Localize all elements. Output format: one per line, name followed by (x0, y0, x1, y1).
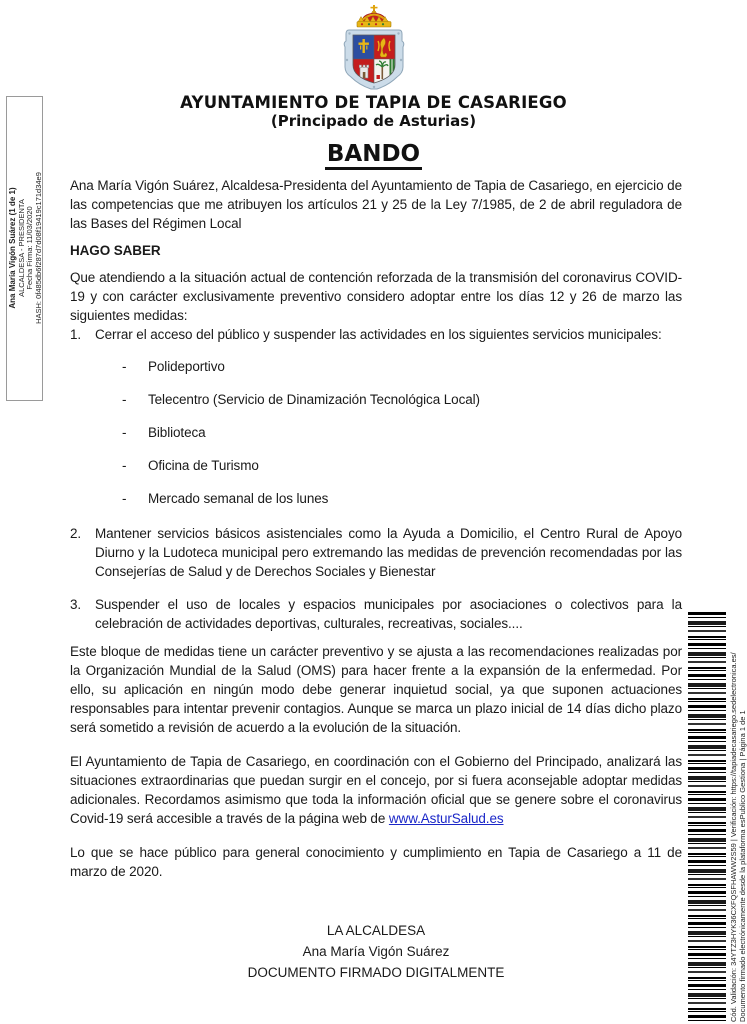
municipal-crest-icon (329, 5, 419, 93)
dash-bullet: - (122, 458, 127, 473)
list-item: - Mercado semanal de los lunes (70, 489, 682, 508)
dash-bullet: - (122, 359, 127, 374)
measure-text: Mantener servicios básicos asistenciales como la Ayuda a Domicilio, el Centro Rural de Apoyo Diurno y la Ludoteca municipal pero extremando las medidas de prevención recomendadas por las Consejerías de Salud y de Derechos Sociales y Bienestar (95, 526, 682, 579)
validation-stamp-text (729, 614, 747, 1022)
stamp-signature-hash: HASH: 0f485db6f287d7d08f19419c171d34e9 (33, 172, 43, 324)
document-header (0, 93, 747, 170)
validation-code-line: Cód. Validación: 34YTZ3HYK36CXFQSFHAWW2S59 | Verificación: https://tapiadecasariego.sedelectronica.es/ (729, 652, 738, 1022)
measure-number: 3. (70, 597, 82, 612)
crest-crown (357, 5, 391, 27)
signer-role: LA ALCALDESA (326, 923, 426, 938)
measure-text: Suspender el uso de locales y espacios municipales por asociaciones o colectivos para la celebración de actividades deportivas, culturales, recreativas, sociales.... (95, 597, 682, 631)
signature-block (70, 920, 682, 983)
list-item: - Oficina de Turismo (70, 456, 682, 475)
astursalud-link[interactable]: www.AsturSalud.es (388, 811, 504, 826)
hago-saber-heading: HAGO SABER (70, 243, 161, 258)
dash-bullet: - (122, 425, 127, 440)
region-subtitle: (Principado de Asturias) (270, 112, 477, 130)
intro-paragraph: Ana María Vigón Suárez, Alcaldesa-Presidenta del Ayuntamiento de Tapia de Casariego, en ejercicio de las competencias que me atribuyen los artículos 21 y 25 de la Ley 7/1985, de 2 de abril reguladora de las Bases del Régimen Local (70, 178, 682, 231)
list-item: - Biblioteca (70, 423, 682, 442)
list-item: - Polideportivo (70, 357, 682, 376)
document-body (70, 176, 682, 881)
coordination-paragraph: El Ayuntamiento de Tapia de Casariego, en coordinación con el Gobierno del Principado, analizará las situaciones extraordinarias que puedan surgir en el concejo, por si fuera aconsejable adoptar medidas adicionales. Recordamos asimismo que toda la información oficial que se genere sobre el coronavirus Covid-19 será accesible a través de la página web de www.AsturSalud.es (70, 754, 682, 826)
platform-line: Documento firmado electrónicamente desde la plataforma esPublico Gestiona | Página 1 de 1 (738, 710, 747, 1022)
measure-item-1 (70, 325, 682, 344)
measure-item-2 (70, 524, 682, 581)
closed-services-list (70, 357, 682, 508)
measure-item-3 (70, 595, 682, 633)
municipality-title: AYUNTAMIENTO DE TAPIA DE CASARIEGO (180, 93, 567, 112)
dash-bullet: - (122, 392, 127, 407)
document-title: BANDO (0, 141, 747, 170)
stamp-signature-date: Fecha Firma: 11/03/2020 (25, 206, 34, 290)
measure-text: Cerrar el acceso del público y suspender las actividades en los siguientes servicios municipales: (95, 327, 662, 342)
crest-shield (353, 35, 395, 83)
signer-name: Ana María Vigón Suárez (302, 944, 450, 959)
signature-stamp-text (9, 102, 42, 394)
digital-signature-note: DOCUMENTO FIRMADO DIGITALMENTE (247, 965, 505, 980)
oms-paragraph: Este bloque de medidas tiene un carácter preventivo y se ajusta a las recomendaciones realizadas por la Organización Mundial de la Salud (OMS) para hacer frente a la expansión de la enfermedad. Por ello, su aplicación en ningún modo debe generar inquietud social, ya que suponen actuaciones responsables para intentar prevenir contagios. Aunque se marca un plazo inicial de 14 días dicho plazo será sometido a revisión de acuerdo a la evolución de la situación. (70, 644, 682, 735)
list-item: - Telecentro (Servicio de Dinamización Tecnológica Local) (70, 390, 682, 409)
measure-number: 1. (70, 327, 82, 342)
closing-paragraph: Lo que se hace público para general conocimiento y cumplimiento en Tapia de Casariego a 11 de marzo de 2020. (70, 845, 682, 879)
preamble-paragraph: Que atendiendo a la situación actual de contención reforzada de la transmisión del coronavirus COVID-19 y con carácter exclusivamente preventivo considero adoptar entre los días 12 y 26 de marzo las siguientes medidas: (70, 270, 682, 323)
dash-bullet: - (122, 491, 127, 506)
stamp-signer-role: ALCALDESA - PRESIDENTA (16, 199, 26, 297)
validation-barcode-icon (688, 612, 726, 1024)
stamp-signer-name: Ana María Vigón Suárez (1 de 1) (8, 187, 17, 309)
measure-number: 2. (70, 526, 82, 541)
